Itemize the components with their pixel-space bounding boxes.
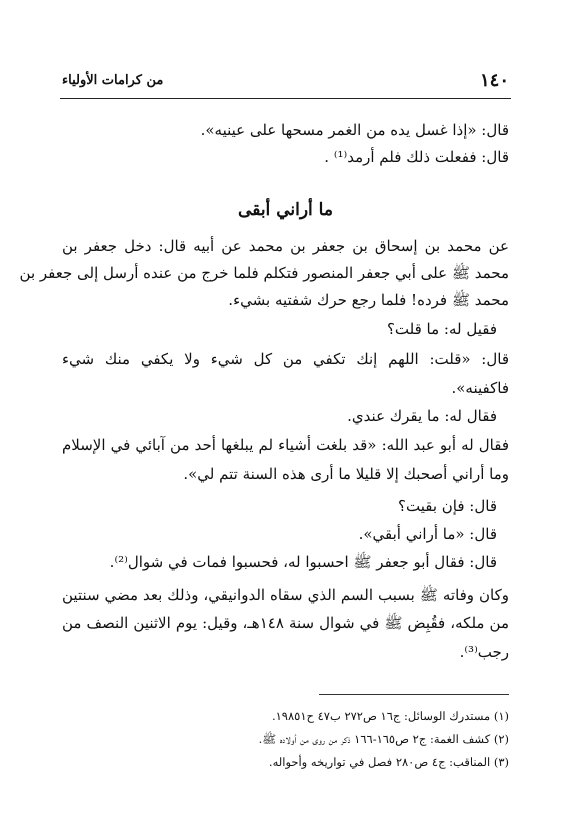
body-line: قال: «قلت: اللهم إنك تكفي من كل شيء ولا يكفي منك شيء	[62, 350, 509, 368]
body-line: محمد ﷺ فرده! فلما رجع حرك شفتيه بشيء.	[228, 291, 509, 309]
body-line: فقيل له: ما قلت؟	[386, 320, 497, 338]
body-line: قال: «ما أراني أبقي».	[358, 525, 497, 543]
body-line: رجب⁽³⁾.	[459, 643, 509, 661]
body-line: فقال له أبو عبد الله: «قد بلغت أشياء لم يبلغها أحد من آبائي في الإسلام	[62, 436, 509, 454]
body-line: فاكفينه».	[451, 379, 509, 397]
body-line: قال: «إذا غسل يده من الغمر مسحها على عينيه».	[200, 121, 509, 139]
body-line: قال: ففعلت ذلك فلم أرمد⁽¹⁾ .	[324, 148, 509, 166]
body-line: قال: فإن بقيت؟	[398, 497, 497, 515]
body-line: من ملكه، فقُبِض ﷺ في شوال سنة ١٤٨هـ، وقيل: يوم الاثنين النصف من	[62, 614, 509, 632]
body-line: فقال له: ما يقرك عندي.	[347, 407, 497, 425]
running-header-title: من كرامات الأولياء	[62, 73, 164, 88]
body-line: قال: فقال أبو جعفر ﷺ احسبوا له، فحسبوا فمات في شوال⁽²⁾.	[109, 553, 497, 571]
footnote: (٣) المناقب: ج٤ ص٢٨٠ فصل في تواريخه وأحواله.	[268, 755, 509, 769]
header-rule	[60, 98, 511, 99]
body-line: محمد ﷺ على أبي جعفر المنصور فتكلم فلما خرج من عنده أرسل إلى جعفر بن	[19, 264, 509, 282]
page-number: ١٤٠	[479, 70, 509, 91]
section-title: ما أراني أبقى	[238, 200, 333, 220]
footnote-rule	[319, 694, 509, 695]
footnote: (١) مستدرك الوسائل: ج١٦ ص٢٧٢ ب٤٧ ح١٩٨٥١.	[271, 709, 509, 723]
body-line: عن محمد بن إسحاق بن جعفر بن محمد عن أبيه قال: دخل جعفر بن	[62, 237, 509, 255]
footnote: (٢) كشف الغمة: ج٢ ص١٦٥-١٦٦ ذكر من روى من أولاده ﷺ.	[258, 732, 509, 746]
body-line: وما أراني أصحبك إلا قليلا ما أرى هذه السنة تتم لي».	[183, 465, 509, 483]
body-line: وكان وفاته ﷺ بسبب السم الذي سقاه الدوانيقي، وذلك بعد مضي سنتين	[62, 586, 509, 604]
